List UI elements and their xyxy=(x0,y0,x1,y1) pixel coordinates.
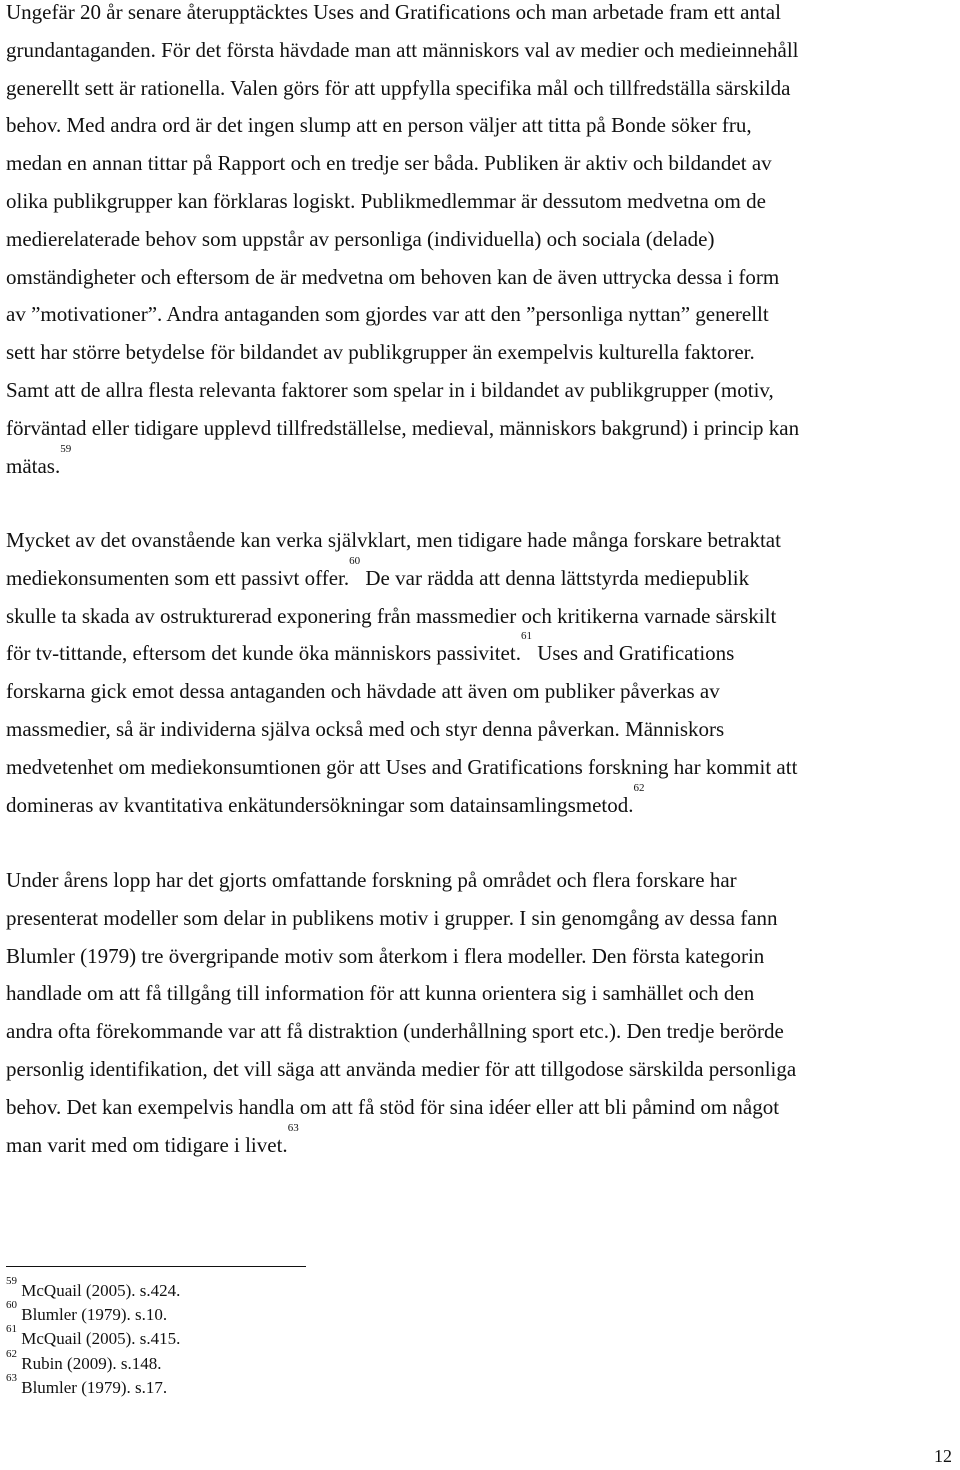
text-line xyxy=(6,1121,954,1165)
text-line: grundantaganden. För det första hävdade man att människors val av medier och medieinnehåll xyxy=(6,37,799,62)
footnote-separator xyxy=(6,1266,306,1267)
footnote-item xyxy=(6,1347,180,1376)
text-line xyxy=(6,442,954,486)
text-line: behov. Det kan exempelvis handla om att få stöd för sina idéer eller att bli påmind om något xyxy=(6,1094,780,1119)
text-line: Blumler (1979) tre övergripande motiv som återkom i flera modeller. Den första kategorin xyxy=(6,943,765,968)
text-line: skulle ta skada av ostrukturerad exponering från massmedier och kritikerna varnade särskilt xyxy=(6,603,777,628)
footnote-item xyxy=(6,1275,181,1303)
page-number: 12 xyxy=(934,1446,952,1466)
footnote-item xyxy=(6,1299,180,1327)
text-line: generellt sett är rationella. Valen görs för att uppfylla specifika mål och tillfredställa särskilda xyxy=(6,75,791,100)
footnote-item xyxy=(6,1323,181,1351)
text-line: Samt att de allra flesta relevanta faktorer som spelar in i bildandet av publikgrupper (motiv, xyxy=(6,377,774,402)
text-fragment: mätas. xyxy=(6,453,61,478)
footnote-ref-59[interactable]: 59 xyxy=(60,442,72,455)
footnotes xyxy=(6,1275,181,1400)
paragraph-2 xyxy=(6,522,954,824)
paragraph-3 xyxy=(6,862,954,1164)
text-fragment: De var rädda att denna lättstyrda mediepublik xyxy=(360,565,750,590)
footnote-text: Blumler (1979). s.10. xyxy=(21,1305,168,1325)
footnote-text: McQuail (2005). s.424. xyxy=(21,1281,181,1300)
text-line: av ”motivationer”. Andra antaganden som gjordes var att den ”personliga nyttan” generellt xyxy=(6,302,769,327)
text-line: Mycket av det ovanstående kan verka självklart, men tidigare hade många forskare betraktat xyxy=(6,528,781,552)
text-line: forskarna gick emot dessa antaganden och hävdade att även om publiker påverkas av xyxy=(6,679,720,704)
text-line: personlig identifikation, det vill säga att använda medier för att tillgodose särskilda personliga xyxy=(6,1056,797,1081)
footnote-text: Blumler (1979). s.17. xyxy=(21,1377,168,1397)
text-line xyxy=(6,554,954,598)
paragraph-1 xyxy=(6,0,954,485)
text-line: presenterat modeller som delar in publikens motiv i grupper. I sin genomgång av dessa fann xyxy=(6,905,778,930)
footnote-ref-62[interactable]: 62 xyxy=(633,781,645,794)
text-line: handlade om att få tillgång till information för att kunna orientera sig i samhället och den xyxy=(6,981,755,1006)
footnote-ref-60[interactable]: 60 xyxy=(349,554,361,567)
text-line: medvetenhet om mediekonsumtionen gör att Uses and Gratifications forskning har kommit att xyxy=(6,754,798,779)
text-fragment: man varit med om tidigare i livet. xyxy=(6,1132,288,1157)
footnote-number: 61 xyxy=(6,1323,17,1336)
footnote-number: 63 xyxy=(6,1371,17,1384)
footnote-ref-63[interactable]: 63 xyxy=(287,1121,299,1134)
text-line: omständigheter och eftersom de är medvetna om behoven kan de även uttrycka dessa i form xyxy=(6,264,780,289)
footnote-text: McQuail (2005). s.415. xyxy=(21,1329,181,1349)
text-line: massmedier, så är individerna själva också med och styr denna påverkan. Människors xyxy=(6,716,725,741)
footnote-number: 60 xyxy=(6,1299,17,1312)
text-line: andra ofta förekommande var att få distraktion (underhållning sport etc.). Den tredje berörde xyxy=(6,1019,784,1044)
footnote-number: 59 xyxy=(6,1275,17,1287)
text-line: sett har större betydelse för bildandet av publikgrupper än exempelvis kulturella faktorer. xyxy=(6,340,755,365)
footnote-item xyxy=(6,1371,180,1400)
text-line xyxy=(6,781,954,825)
footnote-ref-61[interactable]: 61 xyxy=(520,630,532,643)
text-line: Under årens lopp har det gjorts omfattande forskning på området och flera forskare har xyxy=(6,868,737,892)
footnote-number: 62 xyxy=(6,1347,17,1360)
text-line: medan en annan tittar på Rapport och en tredje ser båda. Publiken är aktiv och bildandet av xyxy=(6,151,772,176)
text-line: olika publikgrupper kan förklaras logiskt. Publikmedlemmar är dessutom medvetna om de xyxy=(6,188,766,213)
text-line: Ungefär 20 år senare återupptäcktes Uses and Gratifications och man arbetade fram ett antal xyxy=(6,0,781,24)
text-line: förväntad eller tidigare upplevd tillfredställelse, medieval, människors bakgrund) i princip kan xyxy=(6,415,800,440)
text-fragment: för tv-tittande, eftersom det kunde öka människors passivitet. xyxy=(6,641,521,666)
footnote-text: Rubin (2009). s.148. xyxy=(21,1353,162,1373)
text-fragment: domineras av kvantitativa enkätundersökningar som datainsamlingsmetod. xyxy=(6,792,634,817)
text-fragment: Uses and Gratifications xyxy=(531,641,735,666)
text-line: behov. Med andra ord är det ingen slump att en person väljer att titta på Bonde söker fru, xyxy=(6,113,752,138)
text-line: medierelaterade behov som uppstår av personliga (individuella) och sociala (delade) xyxy=(6,226,715,251)
text-fragment: mediekonsumenten som ett passivt offer. xyxy=(6,565,350,590)
text-line xyxy=(6,630,954,673)
